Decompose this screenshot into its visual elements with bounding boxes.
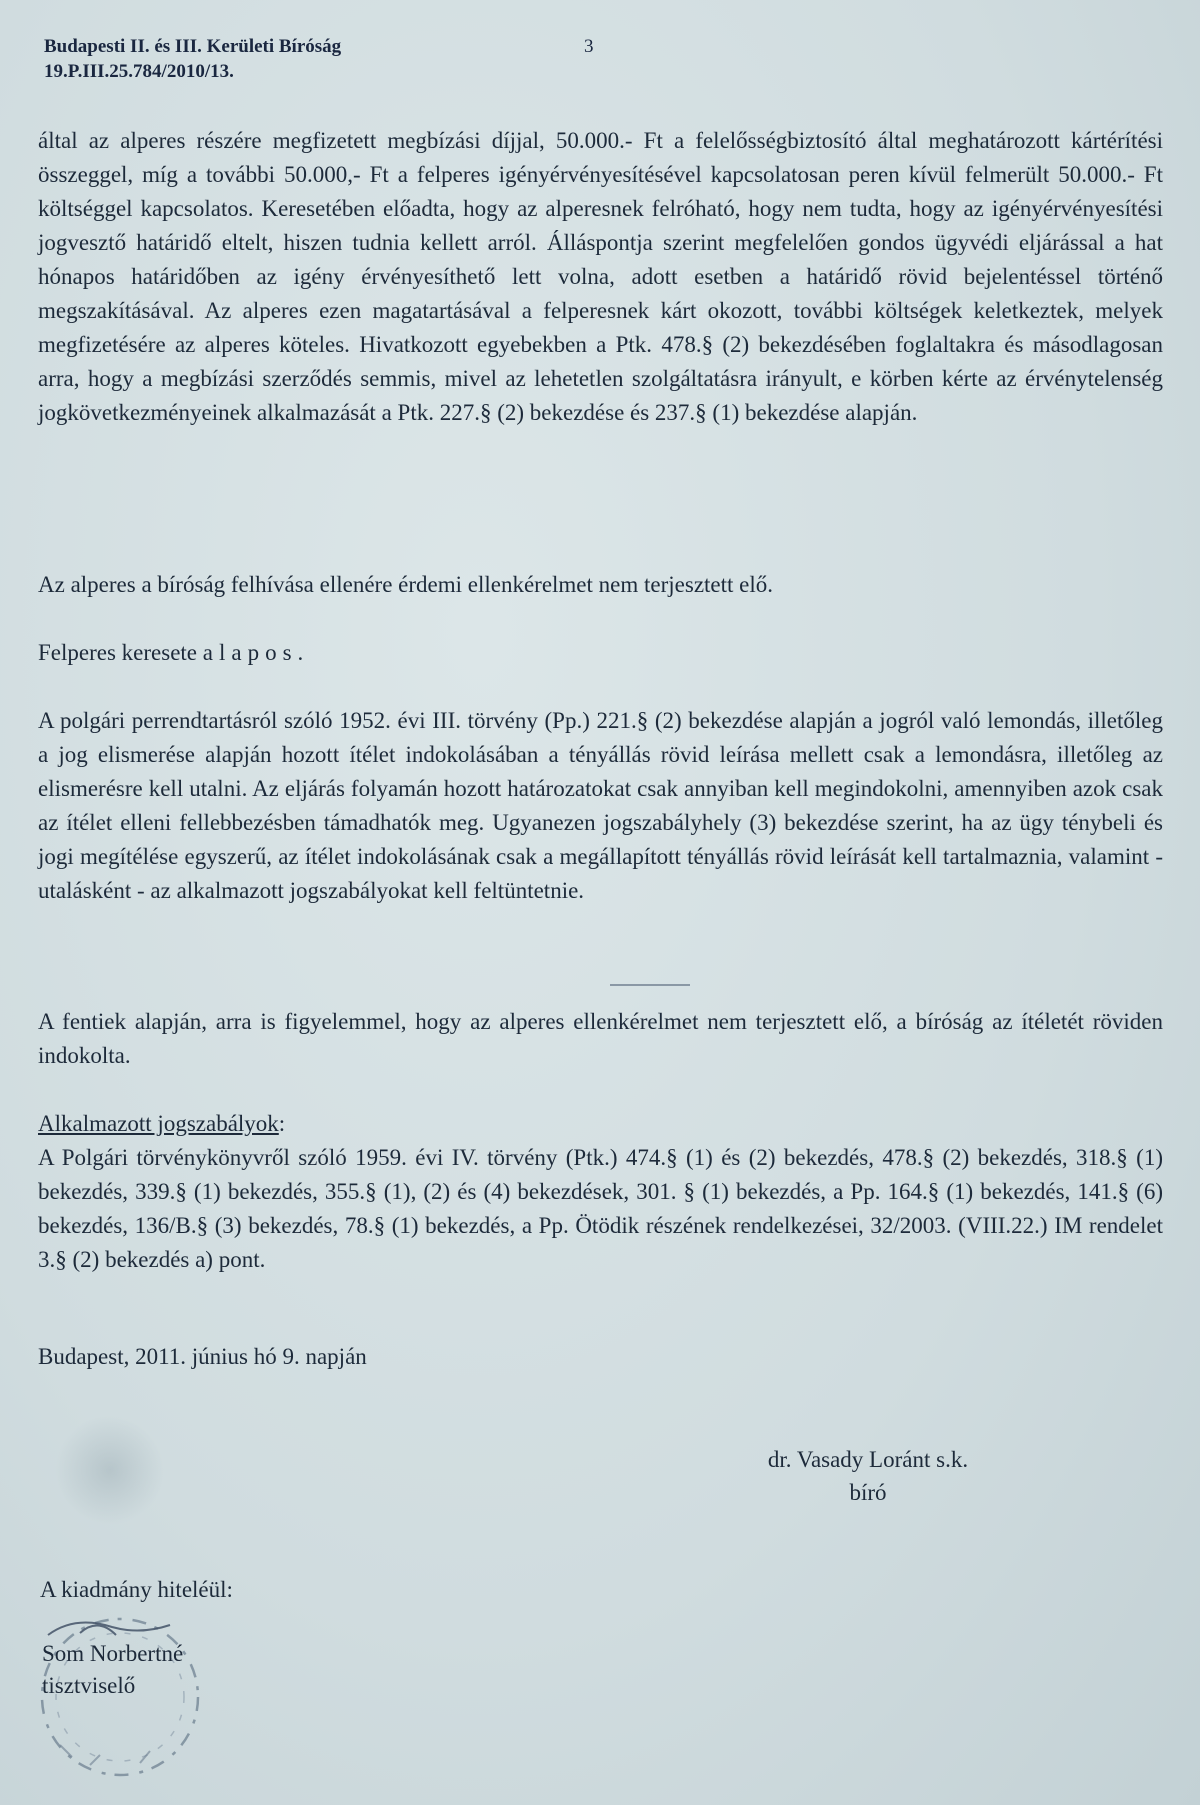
applied-laws-heading: Alkalmazott jogszabályok bbox=[38, 1111, 279, 1136]
certifier-name: Som Norbertné bbox=[42, 1641, 184, 1666]
stray-mark bbox=[610, 984, 690, 986]
certification-label: A kiadmány hiteléül: bbox=[40, 1577, 233, 1602]
judge-name: dr. Vasady Loránt s.k. bbox=[767, 1447, 969, 1472]
paragraph-legal-basis bbox=[38, 704, 1163, 908]
paragraph-text bbox=[38, 636, 1163, 670]
judge-role: bíró bbox=[849, 1480, 887, 1505]
paragraph-reasoning bbox=[38, 1005, 1163, 1073]
applied-laws-heading-line bbox=[38, 1107, 1163, 1141]
page-number: 3 bbox=[584, 36, 594, 57]
paragraph-claim-grounded bbox=[38, 636, 1163, 670]
date-text: Budapest, 2011. június hó 9. napján bbox=[38, 1344, 367, 1369]
claim-prefix: Felperes keresete bbox=[38, 640, 203, 665]
certifier-block bbox=[42, 1638, 183, 1702]
paragraph-text: A fentiek alapján, arra is figyelemmel, hogy az alperes ellenkérelmet nem terjesztett elő, a bíróság az ítéletét röviden indokolta. bbox=[38, 1009, 1163, 1068]
ink-smudge bbox=[55, 1415, 165, 1525]
claim-verdict-word: alapos bbox=[202, 640, 298, 665]
page-header bbox=[44, 34, 594, 84]
paragraph-defendant-response bbox=[38, 568, 1163, 602]
paragraph-text: Az alperes a bíróság felhívása ellenére érdemi ellenkérelmet nem terjesztett elő. bbox=[38, 572, 774, 597]
paragraph-text: által az alperes részére megfizetett megbízási díjjal, 50.000.- Ft a felelősségbiztosító által meghatározott kártérítési összeggel, míg a további 50.000,- Ft a felperes igényérvényesítésével kapcsolatosan peren kívül felmerült 50.000.- Ft költséggel kapcsolatos. Keresetében előadta, hogy az alperesnek felróható, hogy nem tudta, hogy az igényérvényesítési jogvesztő határidő eltelt, hiszen tudnia kellett arról. Álláspontja szerint megfelelően gondos ügyvédi eljárással a hat hónapos határidőben az igény érvényesíthető lett volna, adott esetben a határidő rövid bejelentéssel történő megszakításával. Az alperes ezen magatartásával a felperesnek kárt okozott, további költségek keletkeztek, melyek megfizetésére az alperes köteles. Hivatkozott egyebekben a Ptk. 478.§ (2) bekezdésében foglaltakra és másodlagosan arra, hogy a megbízási szerződés semmis, mivel az lehetetlen szolgáltatásra irányult, e körben kérte az érvénytelenség jogkövetkezményeinek alkalmazását a Ptk. 227.§ (2) bekezdése és 237.§ (1) bekezdése alapján. bbox=[38, 128, 1163, 425]
applied-laws-section bbox=[38, 1107, 1163, 1277]
date-line bbox=[38, 1340, 1163, 1374]
case-number: 19.P.III.25.784/2010/13. bbox=[44, 61, 234, 82]
paragraph-text: A polgári perrendtartásról szóló 1952. évi III. törvény (Pp.) 221.§ (2) bekezdése alapján a jogról való lemondás, illetőleg a jog elismerése alapján hozott ítélet indokolásában a tényállás rövid leírása mellett csak a lemondásra, illetőleg az elismerésre kell utalni. Az eljárás folyamán hozott határozatokat csak annyiban kell megindokolni, amennyiben azok csak az ítélet elleni fellebbezésben támadhatók meg. Ugyanezen jogszabályhely (3) bekezdése szerint, ha az ügy ténybeli és jogi megítélése egyszerű, az ítélet indokolásának csak a megállapított tényállás rövid leírását kell tartalmaznia, valamint - utalásként - az alkalmazott jogszabályokat kell feltüntetnie. bbox=[38, 708, 1163, 903]
claim-suffix: . bbox=[297, 640, 304, 665]
applied-laws-text: A Polgári törvénykönyvről szóló 1959. évi IV. törvény (Ptk.) 474.§ (1) és (2) bekezdés, 478.§ (2) bekezdés, 318.§ (1) bekezdés, 339.§ (1) bekezdés, 355.§ (1), (2) és (4) bekezdések, 301. § (1) bekezdés, a Pp. 164.§ (1) bekezdés, 141.§ (6) bekezdés, 136/B.§ (3) bekezdés, 78.§ (1) bekezdés, a Pp. Ötödik részének rendelkezései, 32/2003. (VIII.22.) IM rendelet 3.§ (2) bekezdés a) pont. bbox=[38, 1145, 1163, 1272]
heading-colon: : bbox=[278, 1111, 286, 1136]
judge-signature-block bbox=[740, 1443, 996, 1509]
certifier-role: tisztviselő bbox=[42, 1673, 136, 1698]
court-name: Budapesti II. és III. Kerületi Bíróság bbox=[44, 36, 342, 57]
paragraph-claim-details bbox=[38, 124, 1163, 430]
